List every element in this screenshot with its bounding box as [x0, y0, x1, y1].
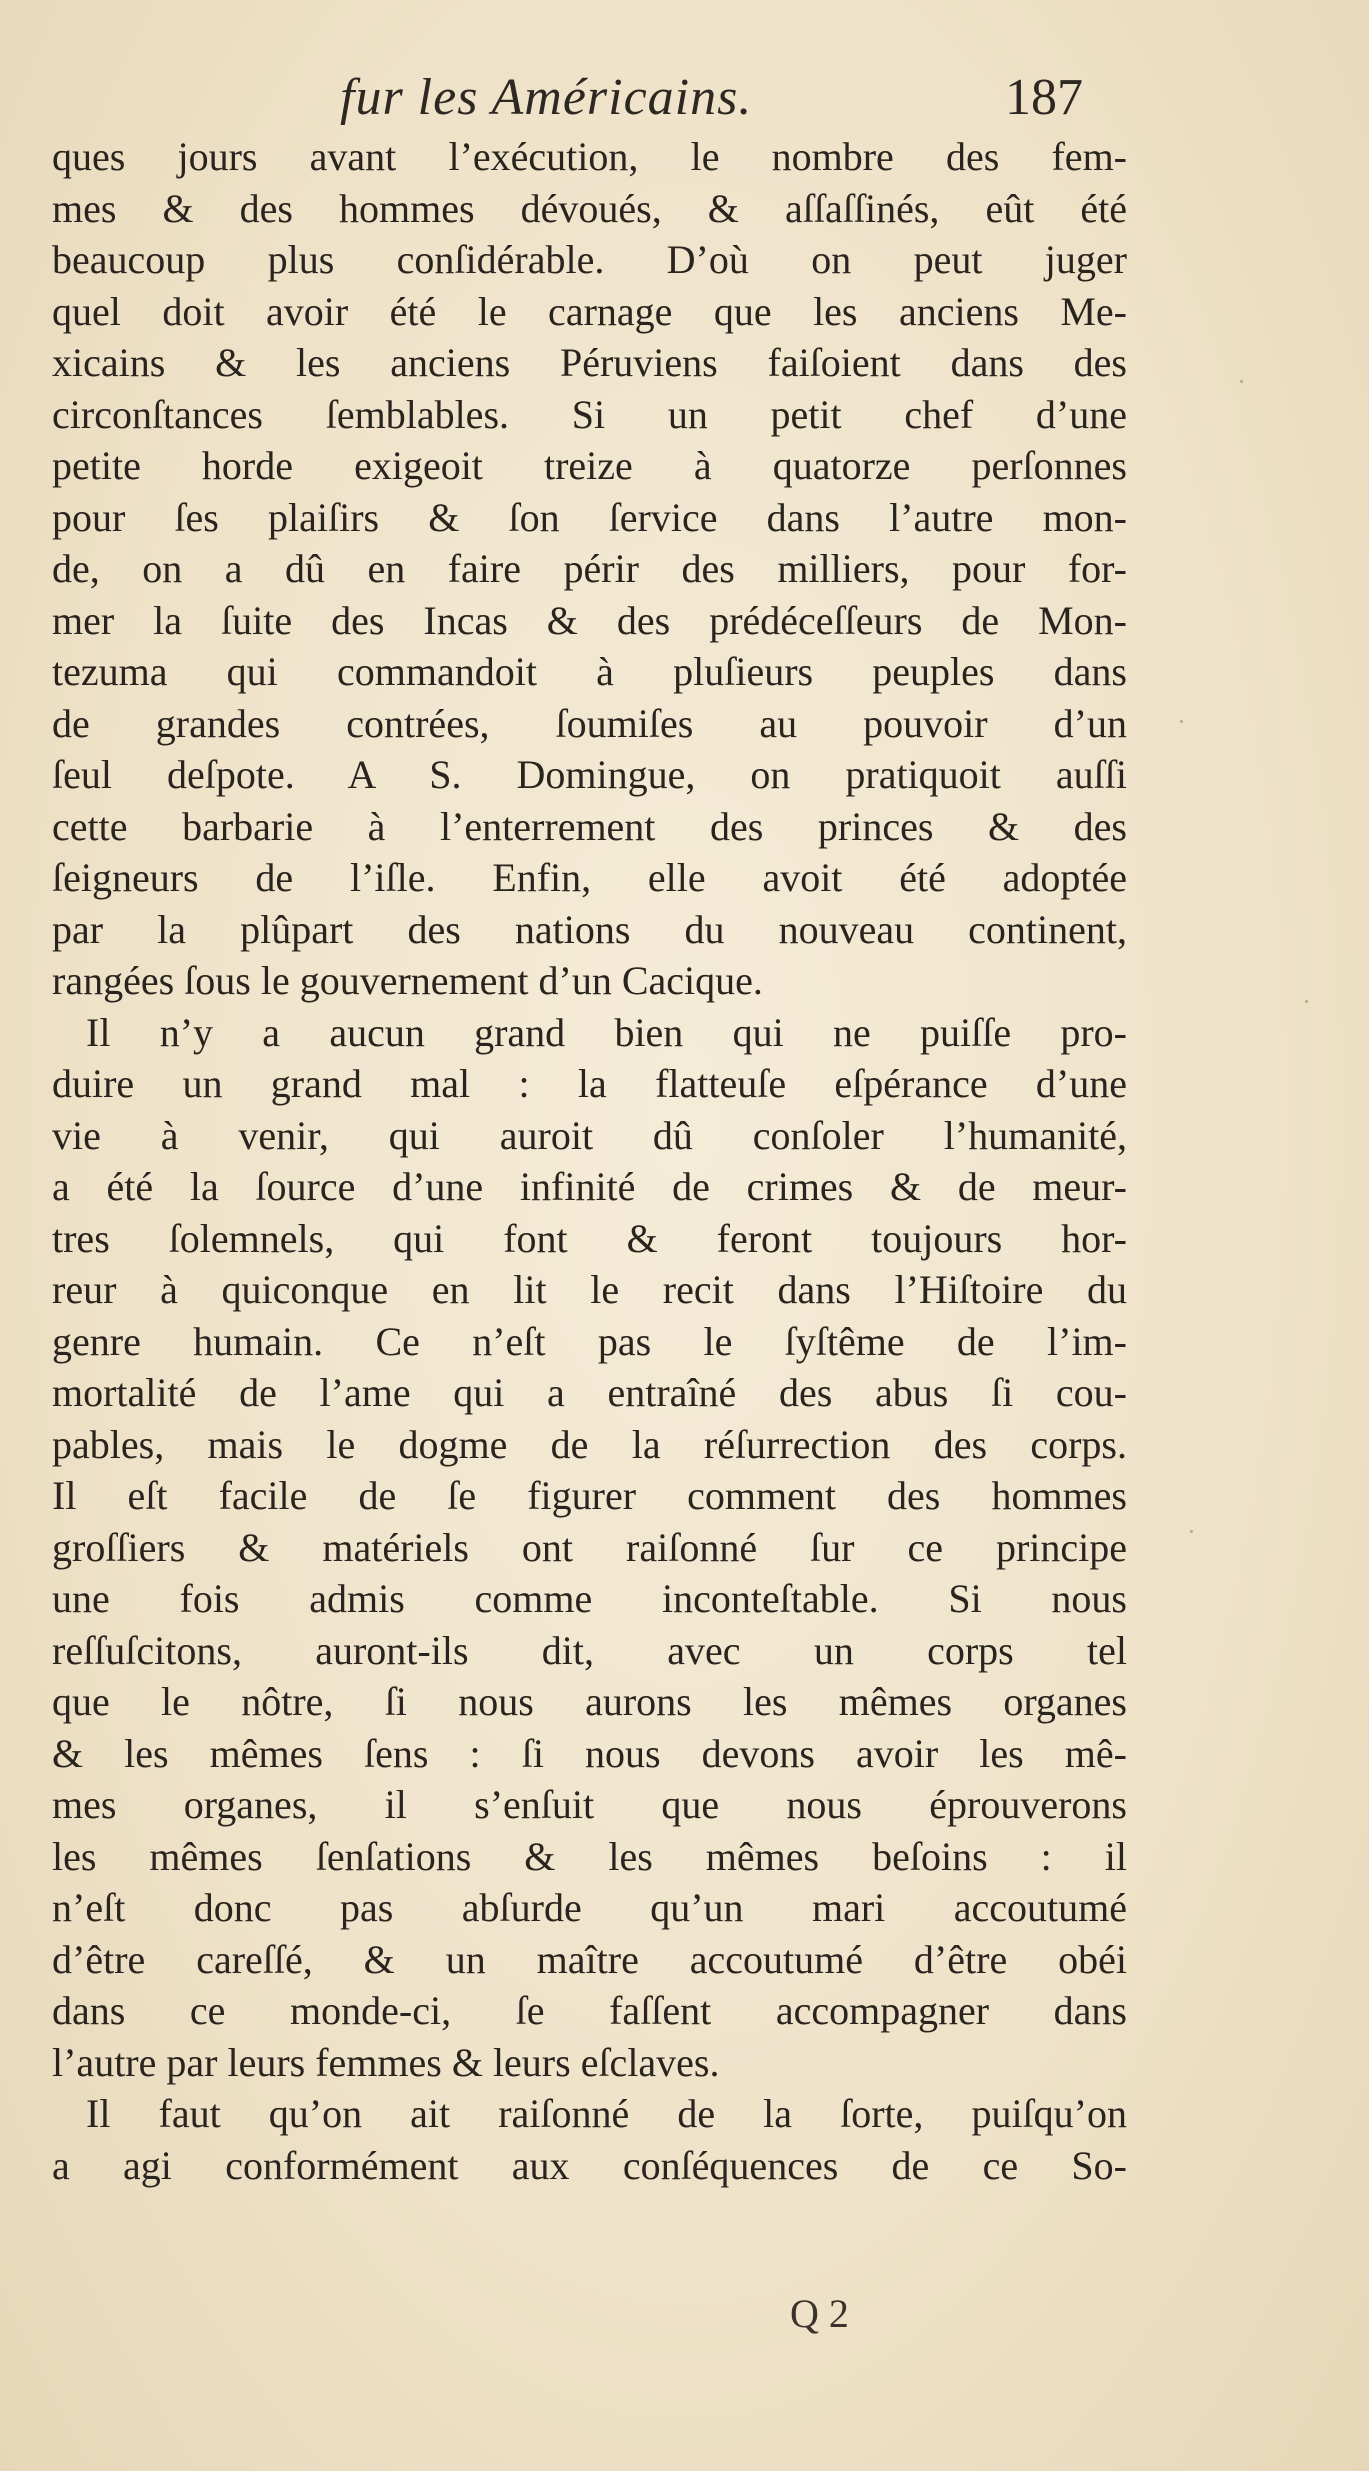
- text-line: de grandes contrées, ſoumiſes au pouvoir d’un: [52, 700, 1127, 746]
- running-head: [0, 68, 1369, 138]
- text-line: tezuma qui commandoit à pluſieurs peuples dans: [52, 649, 1127, 694]
- text-line: ques jours avant l’exécution, le nombre des fem-: [52, 134, 1127, 179]
- text-line: d’être careſſé, & un maître accoutumé d’être obéi: [52, 1936, 1127, 1982]
- text-line: mer la ſuite des Incas & des prédéceſſeurs de Mon-: [52, 597, 1127, 643]
- text-line: genre humain. Ce n’eſt pas le ſyſtême de l’im-: [52, 1318, 1127, 1364]
- text-line: duire un grand mal : la flatteuſe eſpérance d’une: [52, 1061, 1127, 1106]
- paper-speck: [1240, 380, 1243, 383]
- paper-speck: [1180, 720, 1183, 723]
- text-line: pables, mais le dogme de la réſurrection des corps.: [52, 1421, 1127, 1467]
- text-line: & les mêmes ſens : ſi nous devons avoir les mê-: [52, 1730, 1127, 1776]
- text-line: circonſtances ſemblables. Si un petit chef d’une: [52, 391, 1127, 437]
- text-line: petite horde exigeoit treize à quatorze perſonnes: [52, 443, 1127, 488]
- text-line: xicains & les anciens Péruviens faiſoient dans des: [52, 340, 1127, 385]
- text-line: l’autre par leurs femmes & leurs eſclaves.: [52, 2039, 720, 2085]
- paper-speck: [1305, 1000, 1308, 1003]
- text-line: tres ſolemnels, qui font & feront toujours hor-: [52, 1215, 1127, 1261]
- text-line: reur à quiconque en lit le recit dans l’Hiſtoire du: [52, 1267, 1127, 1312]
- text-line: une fois admis comme inconteſtable. Si nous: [52, 1576, 1127, 1621]
- text-line: ſeigneurs de l’iſle. Enfin, elle avoit été adoptée: [52, 855, 1127, 900]
- text-line: mes & des hommes dévoués, & aſſaſſinés, eût été: [52, 185, 1127, 231]
- text-line: Il n’y a aucun grand bien qui ne puiſſe pro-: [86, 1009, 1127, 1055]
- text-line: par la plûpart des nations du nouveau continent,: [52, 906, 1127, 952]
- text-line: Il faut qu’on ait raiſonné de la ſorte, puiſqu’on: [86, 2091, 1127, 2136]
- text-line: de, on a dû en faire périr des milliers, pour for-: [52, 546, 1127, 591]
- text-line: mes organes, il s’enſuit que nous éprouverons: [52, 1782, 1127, 1827]
- text-line: quel doit avoir été le carnage que les anciens Me-: [52, 288, 1127, 334]
- text-line: cette barbarie à l’enterrement des princes & des: [52, 803, 1127, 849]
- body-text: [52, 131, 1127, 2191]
- signature-mark: Q 2: [790, 2291, 849, 2336]
- text-line: dans ce monde-ci, ſe faſſent accompagner dans: [52, 1988, 1127, 2033]
- text-line: a été la ſource d’une infinité de crimes & de meur-: [52, 1164, 1127, 1209]
- text-line: pour ſes plaiſirs & ſon ſervice dans l’autre mon-: [52, 494, 1127, 540]
- text-line: groſſiers & matériels ont raiſonné ſur ce principe: [52, 1524, 1127, 1570]
- text-line: mortalité de l’ame qui a entraîné des abus ſi cou-: [52, 1370, 1127, 1415]
- text-line: beaucoup plus conſidérable. D’où on peut juger: [52, 237, 1127, 282]
- text-line: reſſuſcitons, auront-ils dit, avec un corps tel: [52, 1627, 1127, 1673]
- page-number: 187: [1005, 69, 1083, 126]
- text-line: a agi conformément aux conſéquences de ce So-: [52, 2142, 1127, 2188]
- text-line: ſeul deſpote. A S. Domingue, on pratiquoit auſſi: [52, 752, 1127, 797]
- text-line: n’eſt donc pas abſurde qu’un mari accoutumé: [52, 1885, 1127, 1930]
- text-line: que le nôtre, ſi nous aurons les mêmes organes: [52, 1679, 1127, 1724]
- text-line: vie à venir, qui auroit dû conſoler l’humanité,: [52, 1112, 1127, 1158]
- text-line: Il eſt facile de ſe figurer comment des hommes: [52, 1473, 1127, 1518]
- paper-speck: [1190, 1530, 1193, 1533]
- text-line: les mêmes ſenſations & les mêmes beſoins : il: [52, 1833, 1127, 1879]
- text-line: rangées ſous le gouvernement d’un Cacique.: [52, 958, 763, 1003]
- running-title: fur les Américains.: [340, 69, 753, 126]
